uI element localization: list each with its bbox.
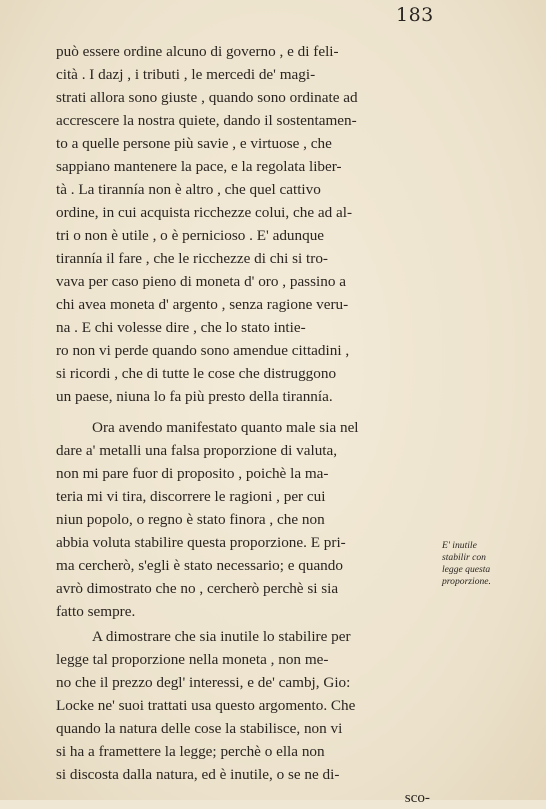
text-line: tà . La tirannía non è altro , che quel cattivo (56, 181, 321, 198)
marginal-line: stabilir con (442, 552, 486, 563)
text-line: si ricordi , che di tutte le cose che distruggono (56, 365, 337, 382)
text-line: può essere ordine alcuno di governo , e di feli- (56, 43, 339, 60)
text-line: ordine, in cui acquista ricchezze colui, che ad al- (56, 204, 353, 221)
text-line: vava per caso pieno di moneta d' oro , passino a (56, 273, 346, 290)
paragraph-2 (56, 416, 436, 623)
text-line: un paese, niuna lo fa più presto della tirannía. (56, 388, 333, 405)
text-line: to a quelle persone più savie , e virtuose , che (56, 135, 332, 152)
text-line: fatto sempre. (56, 603, 136, 620)
text-line: ma cercherò, s'egli è stato necessario; e quando (56, 557, 343, 574)
text-line: cità . I dazj , i tributi , le mercedi de' magi- (56, 66, 316, 83)
text-line: ro non vi perde quando sono amendue cittadini , (56, 342, 350, 359)
text-line: legge tal proporzione nella moneta , non me- (56, 651, 329, 668)
page-number: 183 (396, 4, 434, 26)
text-line: quando la natura delle cose la stabilisce, non vi (56, 720, 343, 737)
text-line: si ha a framettere la legge; perchè o ella non (56, 743, 325, 760)
text-line: tri o non è utile , o è pernicioso . E' adunque (56, 227, 325, 244)
body-text (56, 40, 436, 809)
text-line: tirannía il fare , che le ricchezze di chi si tro- (56, 250, 328, 267)
text-line: Locke ne' suoi trattati usa questo argomento. Che (56, 697, 356, 714)
text-line: abbia voluta stabilire questa proporzione. E pri- (56, 534, 346, 551)
text-line: strati allora sono giuste , quando sono ordinate ad (56, 89, 358, 106)
paragraph-1 (56, 40, 436, 408)
text-line: no che il prezzo degl' interessi, e de' cambj, Gio: (56, 674, 351, 691)
marginal-line: E' inutile (442, 540, 477, 551)
catchword: sco- (404, 789, 430, 806)
text-line: non mi pare fuor di proposito , poichè la ma- (56, 465, 329, 482)
text-line: sappiano mantenere la pace, e la regolata liber- (56, 158, 342, 175)
text-line: si discosta dalla natura, ed è inutile, o se ne di- (56, 766, 340, 783)
text-line: avrò dimostrato che no , cercherò perchè si sia (56, 580, 339, 597)
text-line: accrescere la nostra quiete, dando il sostentamen- (56, 112, 357, 129)
paragraph-3 (56, 625, 436, 786)
text-line: niun popolo, o regno è stato finora , che non (56, 511, 325, 528)
text-line: Ora avendo manifestato quanto male sia nel (92, 419, 359, 436)
marginal-line: proporzione. (442, 576, 491, 587)
text-line: dare a' metalli una falsa proporzione di valuta, (56, 442, 338, 459)
marginal-note (442, 540, 542, 588)
text-line: na . E chi volesse dire , che lo stato intie- (56, 319, 306, 336)
text-line: A dimostrare che sia inutile lo stabilire per (92, 628, 351, 645)
text-line: chi avea moneta d' argento , senza ragione veru- (56, 296, 349, 313)
text-line: teria mi vi tira, discorrere le ragioni , per cui (56, 488, 326, 505)
marginal-line: legge questa (442, 564, 491, 575)
